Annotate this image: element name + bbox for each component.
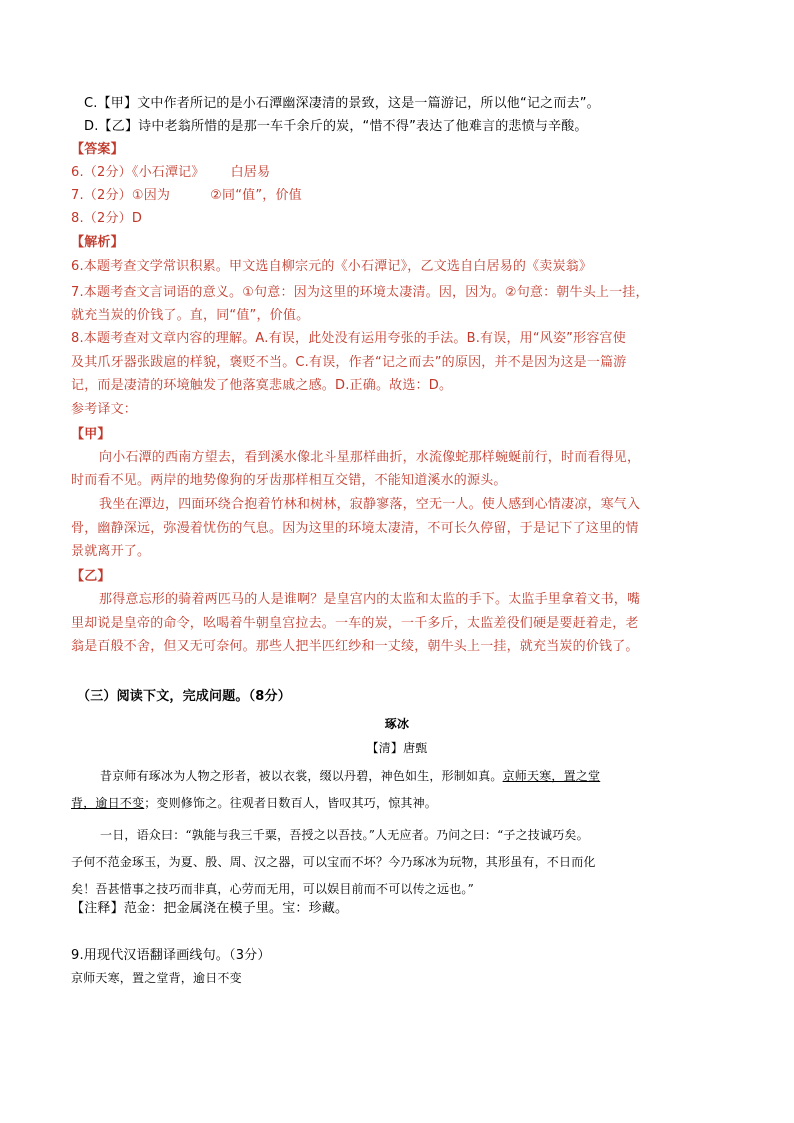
translation-yi-line: 里却说是皇帝的命令，吆喝着牛朝皇宫拉去。一车的炭，一千多斤，太监差役们硬是要赶着走，老 bbox=[71, 616, 639, 631]
translation-jia-label: 【甲】 bbox=[71, 427, 111, 442]
answer-q7-part2: ②同“值”，价值 bbox=[210, 188, 302, 203]
answer-q6-work: 6.（2分）《小石潭记》 bbox=[71, 165, 205, 180]
analysis-line: 就充当炭的价钱了。直，同“值”，价值。 bbox=[71, 308, 310, 323]
answer-q7 bbox=[71, 185, 302, 207]
translation-yi-line: 翁是百般不舍，但又无可奈何。那些人把半匹红纱和一丈绫，朝牛头上一挂，就充当炭的价钱了。 bbox=[71, 639, 639, 654]
passage-p1-line2 bbox=[71, 792, 437, 814]
option-c: C.【甲】文中作者所记的是小石潭幽深凄清的景致，这是一篇游记，所以他“记之而去”。 bbox=[84, 96, 600, 111]
analysis-line: 及其爪牙器张跋扈的样貌，褒贬不当。C.有误，作者“记之而去”的原因，并不是因为这是一篇游 bbox=[71, 355, 627, 370]
passage-p2-line: 子何不范金琢玉，为夏、殷、周、汉之器，可以宝而不坏？今乃琢冰为玩物，其形虽有，不日而化 bbox=[71, 855, 596, 869]
passage-text: 昔京师有琢冰为人物之形者，被以衣裳，缀以丹碧，神色如生，形制如真。 bbox=[100, 769, 503, 783]
passage-title: 琢冰 bbox=[384, 717, 410, 731]
question-9: 9.用现代汉语翻译画线句。（3分） bbox=[71, 948, 271, 963]
translation-yi-label: 【乙】 bbox=[71, 569, 111, 584]
translation-header: 参考译文： bbox=[71, 402, 138, 417]
analysis-line: 6.本题考查文学常识积累。甲文选自柳宗元的《小石潭记》，乙文选自白居易的《卖炭翁》 bbox=[71, 259, 593, 274]
passage-p2-line: 矣！吾甚惜事之技巧而非真，心劳而无用，可以娱目前而不可以传之远也。” bbox=[71, 882, 474, 896]
note-label: 【注释】 bbox=[71, 901, 124, 916]
analysis-header: 【解析】 bbox=[71, 235, 124, 250]
answer-q7-part1: 7.（2分）①因为 bbox=[71, 188, 171, 203]
translation-jia-line: 景就离开了。 bbox=[71, 544, 151, 559]
note bbox=[71, 898, 348, 920]
analysis-line: 7.本题考查文言词语的意义。①句意：因为这里的环境太凄清。因，因为。②句意：朝牛头上一挂， bbox=[71, 285, 649, 300]
option-d: D.【乙】诗中老翁所惜的是那一车千余斤的炭，“惜不得”表达了他难言的悲愤与辛酸。 bbox=[84, 119, 588, 134]
answer-q8: 8.（2分）D bbox=[71, 211, 143, 226]
section-heading: （三）阅读下文，完成问题。（8分） bbox=[77, 689, 291, 704]
analysis-line: 8.本题考查对文章内容的理解。A.有误，此处没有运用夸张的手法。B.有误，用“风姿”形容宫使 bbox=[71, 331, 626, 346]
underlined-sentence: 京师天寒，置之堂 bbox=[502, 769, 601, 783]
note-text: 范金：把金属浇在模子里。宝：珍藏。 bbox=[123, 901, 349, 916]
answer-q6-author: 白居易 bbox=[230, 165, 271, 180]
translation-jia-line: 骨，幽静深远，弥漫着忧伤的气息。因为这里的环境太凄清，不可长久停留，于是记下了这里的情 bbox=[71, 521, 639, 536]
underlined-sentence: 背，逾日不变 bbox=[71, 796, 145, 810]
passage-author: 【清】唐甄 bbox=[366, 741, 428, 755]
translation-jia-line: 向小石潭的西南方望去，看到溪水像北斗星那样曲折，水流像蛇那样蜿蜒前行，时而看得见， bbox=[99, 450, 641, 465]
passage-p2-line: 一日，语众曰：“孰能与我三千粟，吾授之以吾技。”人无应者。乃问之曰：“子之技诚巧矣。 bbox=[100, 828, 589, 842]
translation-jia-line: 时而看不见。两岸的地势像狗的牙齿那样相互交错，不能知道溪水的源头。 bbox=[71, 473, 507, 488]
answer-q6 bbox=[71, 162, 270, 184]
question-9-sentence: 京师天寒，置之堂背，逾日不变 bbox=[71, 971, 242, 985]
translation-jia-line: 我坐在潭边，四面环绕合抱着竹林和树林，寂静寥落，空无一人。使人感到心情凄凉，寒气入 bbox=[99, 497, 641, 512]
analysis-line: 记，而是凄清的环境触发了他落寞悲戚之感。D.正确。故选：D。 bbox=[71, 378, 453, 393]
passage-p1-line1 bbox=[100, 765, 600, 787]
passage-text: ；变则修饰之。往观者日数百人，皆叹其巧，惊其神。 bbox=[144, 796, 438, 810]
answer-header: 【答案】 bbox=[71, 142, 124, 157]
translation-yi-line: 那得意忘形的骑着两匹马的人是谁啊？是皇宫内的太监和太监的手下。太监手里拿着文书，嘴 bbox=[99, 592, 641, 607]
